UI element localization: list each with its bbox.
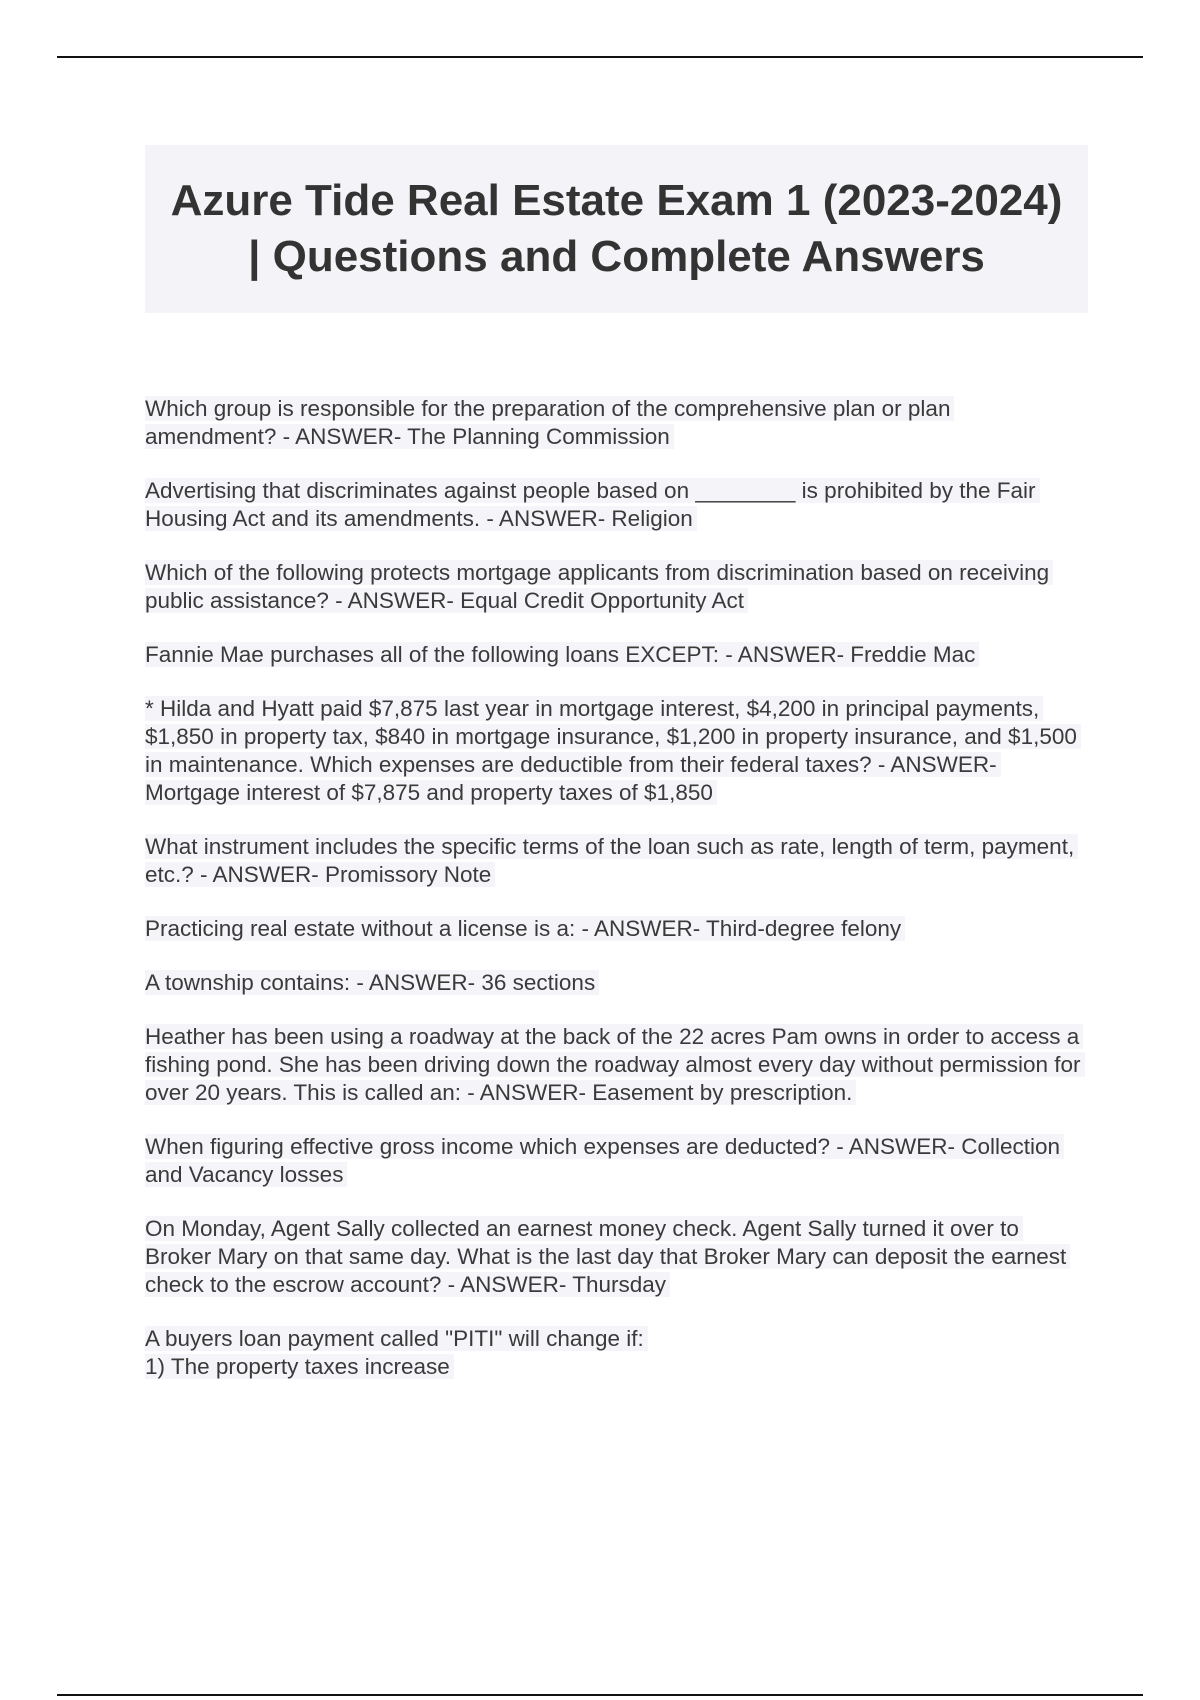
qa-text: A township contains: - ANSWER- 36 sections <box>145 970 599 995</box>
bottom-rule <box>57 1694 1143 1696</box>
qa-line <box>145 1353 1085 1381</box>
qa-item-5 <box>145 695 1085 807</box>
qa-line <box>145 1325 1085 1353</box>
qa-text: 1) The property taxes increase <box>145 1354 454 1379</box>
qa-text: When figuring effective gross income which expenses are deducted? - ANSWER- Collection and Vacancy losses <box>145 1134 1064 1187</box>
qa-text: Advertising that discriminates against people based on ________ is prohibited by the Fair Housing Act and its amendments. - ANSWER- Religion <box>145 478 1040 531</box>
qa-item-3 <box>145 559 1085 615</box>
title-banner <box>145 145 1088 313</box>
document-title: Azure Tide Real Estate Exam 1 (2023-2024) | Questions and Complete Answers <box>170 176 1063 281</box>
qa-item-1 <box>145 395 1085 451</box>
qa-text: * Hilda and Hyatt paid $7,875 last year in mortgage interest, $4,200 in principal payments, $1,850 in property tax, $840 in mortgage insurance, $1,200 in property insurance, and $1,500 in maintenance. Which expenses are deductible from their federal taxes? - ANSWER- Mortgage interest of $7,875 and property taxes of $1,850 <box>145 696 1081 805</box>
qa-item-7 <box>145 915 1085 943</box>
qa-text: Which group is responsible for the preparation of the comprehensive plan or plan amendment? - ANSWER- The Planning Commission <box>145 396 954 449</box>
qa-item-4 <box>145 641 1085 669</box>
qa-text: What instrument includes the specific terms of the loan such as rate, length of term, payment, etc.? - ANSWER- Promissory Note <box>145 834 1078 887</box>
qa-item-9 <box>145 1023 1085 1107</box>
qa-text: Heather has been using a roadway at the back of the 22 acres Pam owns in order to access a fishing pond. She has been driving down the roadway almost every day without permission for over 20 years. This is called an: - ANSWER- Easement by prescription. <box>145 1024 1085 1105</box>
qa-item-8 <box>145 969 1085 997</box>
qa-text: On Monday, Agent Sally collected an earnest money check. Agent Sally turned it over to Broker Mary on that same day. What is the last day that Broker Mary can deposit the earnest check to the escrow account? - ANSWER- Thursday <box>145 1216 1070 1297</box>
qa-item-12 <box>145 1325 1085 1381</box>
qa-item-6 <box>145 833 1085 889</box>
qa-text: Which of the following protects mortgage applicants from discrimination based on receiving public assistance? - ANSWER- Equal Credit Opportunity Act <box>145 560 1053 613</box>
qa-list <box>145 395 1085 1407</box>
qa-text: Fannie Mae purchases all of the following loans EXCEPT: - ANSWER- Freddie Mac <box>145 642 979 667</box>
top-rule <box>57 56 1143 58</box>
qa-item-11 <box>145 1215 1085 1299</box>
qa-item-10 <box>145 1133 1085 1189</box>
qa-text: A buyers loan payment called "PITI" will change if: <box>145 1326 648 1351</box>
qa-text: Practicing real estate without a license is a: - ANSWER- Third-degree felony <box>145 916 905 941</box>
qa-item-2 <box>145 477 1085 533</box>
